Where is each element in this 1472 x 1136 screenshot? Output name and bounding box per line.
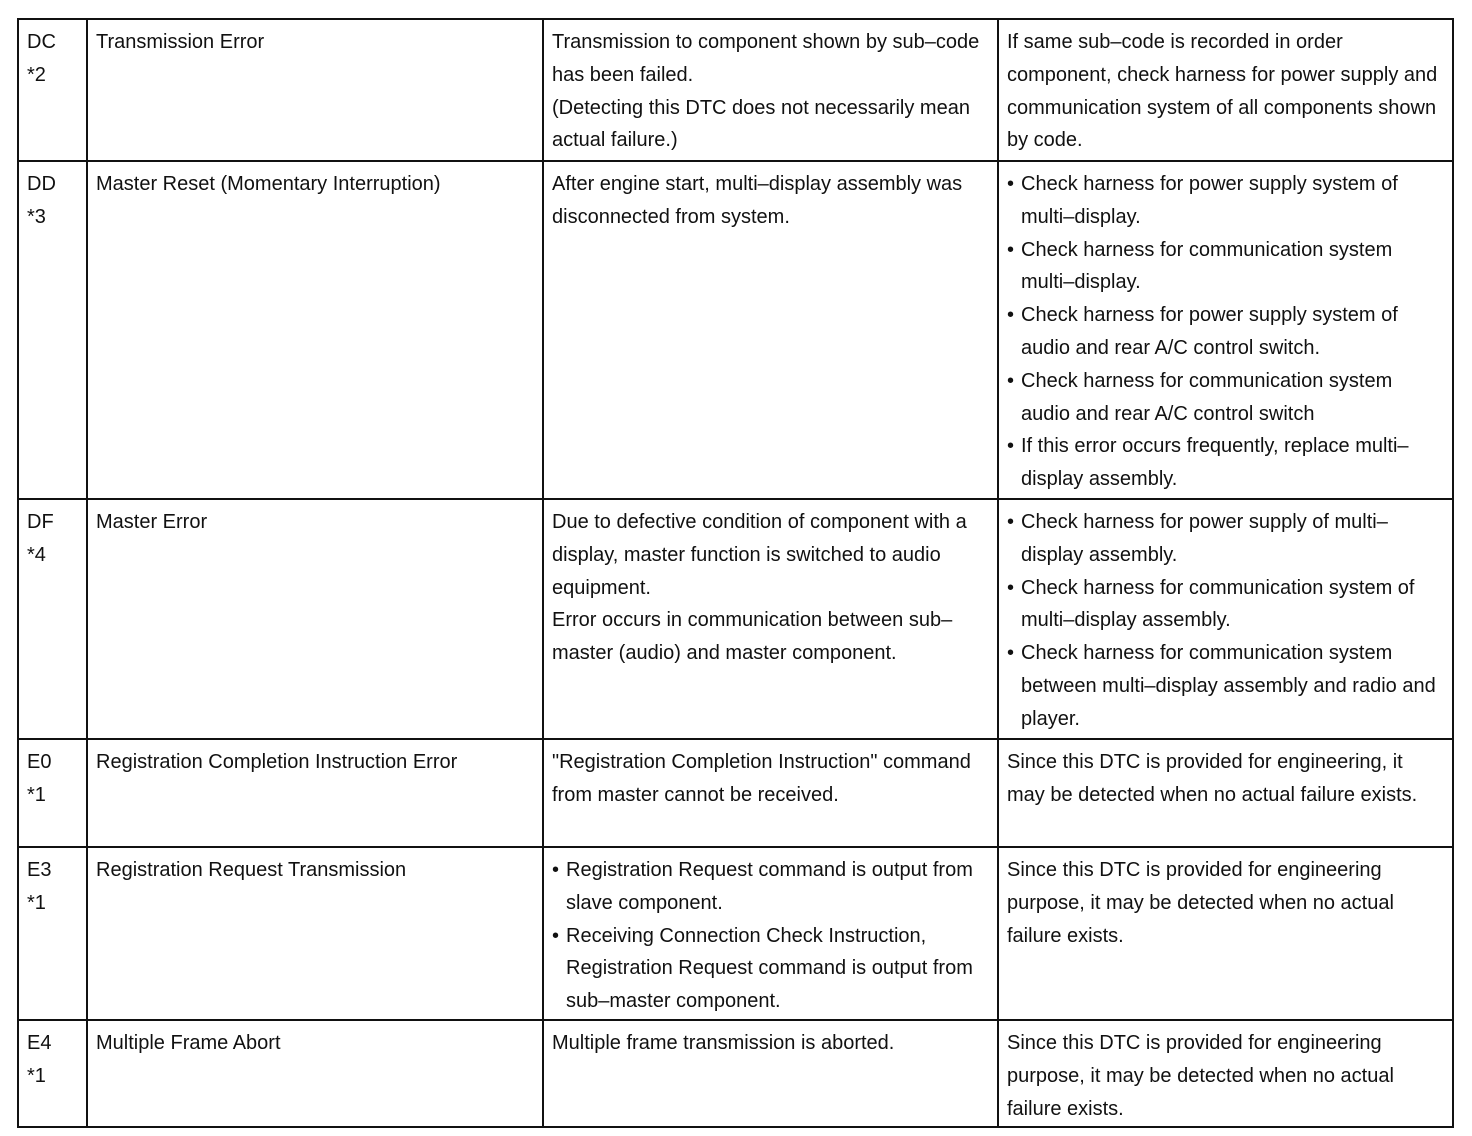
action-bullet-item: • Check harness for power supply system of multi–display.: [1007, 168, 1444, 234]
dtc-code: E0: [27, 751, 52, 773]
action-bullet-item: • Check harness for communication system of multi–display assembly.: [1007, 572, 1444, 638]
action-paragraph: Since this DTC is provided for engineering, it may be detected when no actual failure exists.: [1007, 751, 1418, 806]
dtc-footnote: *4: [27, 543, 46, 566]
action-bullet-item: • Check harness for communication system between multi–display assembly and radio and player.: [1007, 637, 1444, 735]
action-bullet-list: [1007, 168, 1444, 496]
dtc-code: DD: [27, 173, 56, 195]
detection-item: Registration Request Transmission: [96, 859, 407, 881]
condition-paragraph: Multiple frame transmission is aborted.: [552, 1032, 895, 1054]
detection-item-cell: [87, 161, 543, 499]
detection-item: Multiple Frame Abort: [96, 1032, 281, 1054]
action-paragraph: Since this DTC is provided for engineering purpose, it may be detected when no actual failure exists.: [1007, 1032, 1394, 1120]
detection-item: Master Error: [96, 511, 208, 533]
table-row: [18, 19, 1453, 161]
trouble-area-cell: [543, 739, 998, 847]
action-bullet-item: • Check harness for power supply system of audio and rear A/C control switch.: [1007, 299, 1444, 365]
check-action-cell: [998, 1020, 1453, 1127]
detection-item-cell: [87, 739, 543, 847]
dtc-code-cell: [18, 739, 87, 847]
detection-item-cell: [87, 499, 543, 739]
detection-item: Registration Completion Instruction Error: [96, 751, 458, 773]
dtc-code: DC: [27, 31, 56, 53]
condition-bullet-list: [552, 854, 989, 1018]
detection-item: Master Reset (Momentary Interruption): [96, 173, 441, 195]
dtc-code: E4: [27, 1032, 52, 1054]
dtc-code-cell: [18, 1020, 87, 1127]
check-action-cell: [998, 161, 1453, 499]
dtc-code-cell: [18, 499, 87, 739]
action-bullet-item: • Check harness for communication system multi–display.: [1007, 234, 1444, 300]
dtc-footnote: *2: [27, 63, 46, 86]
dtc-table-body: [18, 19, 1453, 1127]
action-bullet-item: • Check harness for power supply of multi–display assembly.: [1007, 506, 1444, 572]
dtc-table: [17, 18, 1454, 1128]
trouble-area-cell: [543, 1020, 998, 1127]
action-bullet-item: • If this error occurs frequently, replace multi–display assembly.: [1007, 430, 1444, 496]
action-paragraph: If same sub–code is recorded in order component, check harness for power supply and communication system of all components shown by code.: [1007, 31, 1438, 152]
dtc-code-cell: [18, 847, 87, 1020]
detection-item-cell: [87, 1020, 543, 1127]
trouble-area-cell: [543, 847, 998, 1020]
dtc-footnote: *3: [27, 205, 46, 228]
condition-paragraph: "Registration Completion Instruction" command from master cannot be received.: [552, 751, 971, 806]
condition-paragraph: After engine start, multi–display assembly was disconnected from system.: [552, 173, 963, 228]
check-action-cell: [998, 739, 1453, 847]
table-row: [18, 161, 1453, 499]
detection-item: Transmission Error: [96, 31, 265, 53]
condition-bullet-item: • Receiving Connection Check Instruction, Registration Request command is output from sub–master component.: [552, 920, 989, 1018]
action-bullet-list: [1007, 506, 1444, 736]
check-action-cell: [998, 847, 1453, 1020]
dtc-footnote: *1: [27, 1064, 46, 1087]
trouble-area-cell: [543, 161, 998, 499]
table-row: [18, 847, 1453, 1020]
check-action-cell: [998, 499, 1453, 739]
trouble-area-cell: [543, 19, 998, 161]
dtc-code: E3: [27, 859, 52, 881]
dtc-code: DF: [27, 511, 54, 533]
condition-paragraph: Transmission to component shown by sub–code has been failed.: [552, 31, 980, 86]
dtc-footnote: *1: [27, 891, 46, 914]
condition-paragraph: Error occurs in communication between sub–master (audio) and master component.: [552, 609, 953, 665]
table-row: [18, 499, 1453, 739]
condition-paragraph: (Detecting this DTC does not necessarily mean actual failure.): [552, 96, 970, 152]
condition-paragraph: Due to defective condition of component with a display, master function is switched to audio equipment.: [552, 511, 967, 599]
action-bullet-item: • Check harness for communication system audio and rear A/C control switch: [1007, 365, 1444, 431]
dtc-code-cell: [18, 19, 87, 161]
action-paragraph: Since this DTC is provided for engineering purpose, it may be detected when no actual failure exists.: [1007, 859, 1394, 947]
table-row: [18, 739, 1453, 847]
check-action-cell: [998, 19, 1453, 161]
trouble-area-cell: [543, 499, 998, 739]
detection-item-cell: [87, 19, 543, 161]
detection-item-cell: [87, 847, 543, 1020]
table-row: [18, 1020, 1453, 1127]
condition-bullet-item: • Registration Request command is output from slave component.: [552, 854, 989, 920]
dtc-footnote: *1: [27, 783, 46, 806]
dtc-code-cell: [18, 161, 87, 499]
